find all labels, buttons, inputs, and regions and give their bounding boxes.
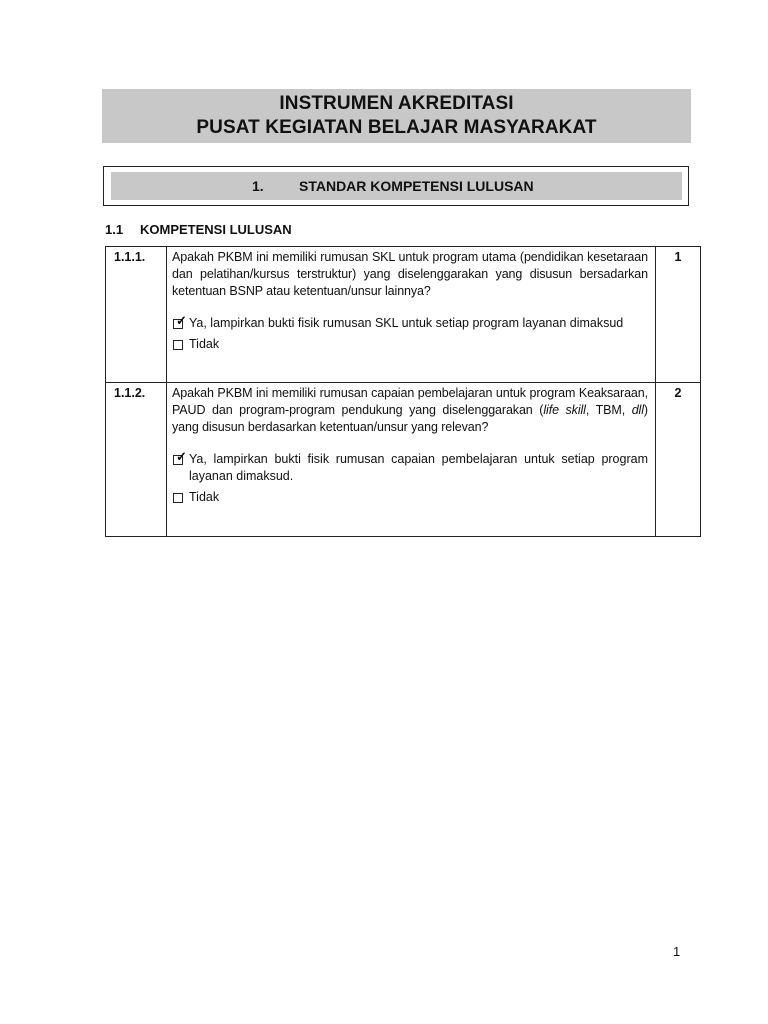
item-question	[172, 385, 648, 436]
checkbox-checked-icon[interactable]: ✓	[173, 455, 183, 465]
question-emphasis: life skill	[543, 403, 586, 417]
subsection-number: 1.1	[105, 222, 124, 237]
section-title: STANDAR KOMPETENSI LULUSAN	[299, 178, 534, 194]
answer-option-label: Ya, lampirkan bukti fisik rumusan SKL untuk setiap program layanan dimaksud	[189, 316, 624, 330]
table-row	[106, 247, 701, 383]
section-number: 1.	[252, 178, 264, 194]
item-content	[167, 247, 656, 383]
document-title-banner	[102, 89, 691, 143]
checkbox-empty-icon[interactable]	[173, 493, 183, 503]
document-title-line-2: PUSAT KEGIATAN BELAJAR MASYARAKAT	[196, 117, 597, 138]
answer-option-yes[interactable]	[172, 451, 648, 485]
table-row	[106, 383, 701, 537]
question-text-part: , TBM,	[585, 403, 632, 417]
answer-option-label: Tidak	[189, 490, 220, 504]
answer-option-label: Tidak	[189, 337, 220, 351]
item-content	[167, 383, 656, 537]
question-emphasis: dll	[631, 403, 644, 417]
answer-option-yes[interactable]	[172, 315, 648, 332]
answer-option-no[interactable]	[172, 489, 648, 506]
item-question: Apakah PKBM ini memiliki rumusan SKL untuk program utama (pendidikan kesetaraan dan pelatihan/kursus terstruktur) yang diselenggarakan yang disusun bersadarkan ketentuan BSNP atau ketentuan/unsur lainnya?	[172, 250, 648, 298]
section-heading-bar	[111, 172, 682, 200]
answer-options	[172, 315, 648, 353]
criteria-table	[105, 246, 701, 537]
section-heading-box	[103, 166, 689, 206]
page-number: 1	[673, 944, 681, 959]
checkbox-empty-icon[interactable]	[173, 340, 183, 350]
answer-options	[172, 451, 648, 506]
item-number: 1.1.2.	[106, 383, 167, 537]
answer-option-label: Ya, lampirkan bukti fisik rumusan capaian pembelajaran untuk setiap program layanan dimaksud.	[189, 452, 648, 483]
subsection-title: KOMPETENSI LULUSAN	[140, 222, 292, 237]
checkbox-checked-icon[interactable]: ✓	[173, 319, 183, 329]
answer-option-no[interactable]	[172, 336, 648, 353]
document-title-line-1: INSTRUMEN AKREDITASI	[279, 93, 514, 114]
item-score: 1	[656, 247, 701, 383]
item-number: 1.1.1.	[106, 247, 167, 383]
question-text-part: ) yang disusun berdasarkan ketentuan/unsur yang relevan?	[172, 403, 648, 434]
question-text-part: Apakah PKBM ini memiliki rumusan capaian pembelajaran untuk program Keaksaraan, PAUD dan program-program pendukung yang diselenggarakan (	[172, 386, 648, 417]
item-score: 2	[656, 383, 701, 537]
